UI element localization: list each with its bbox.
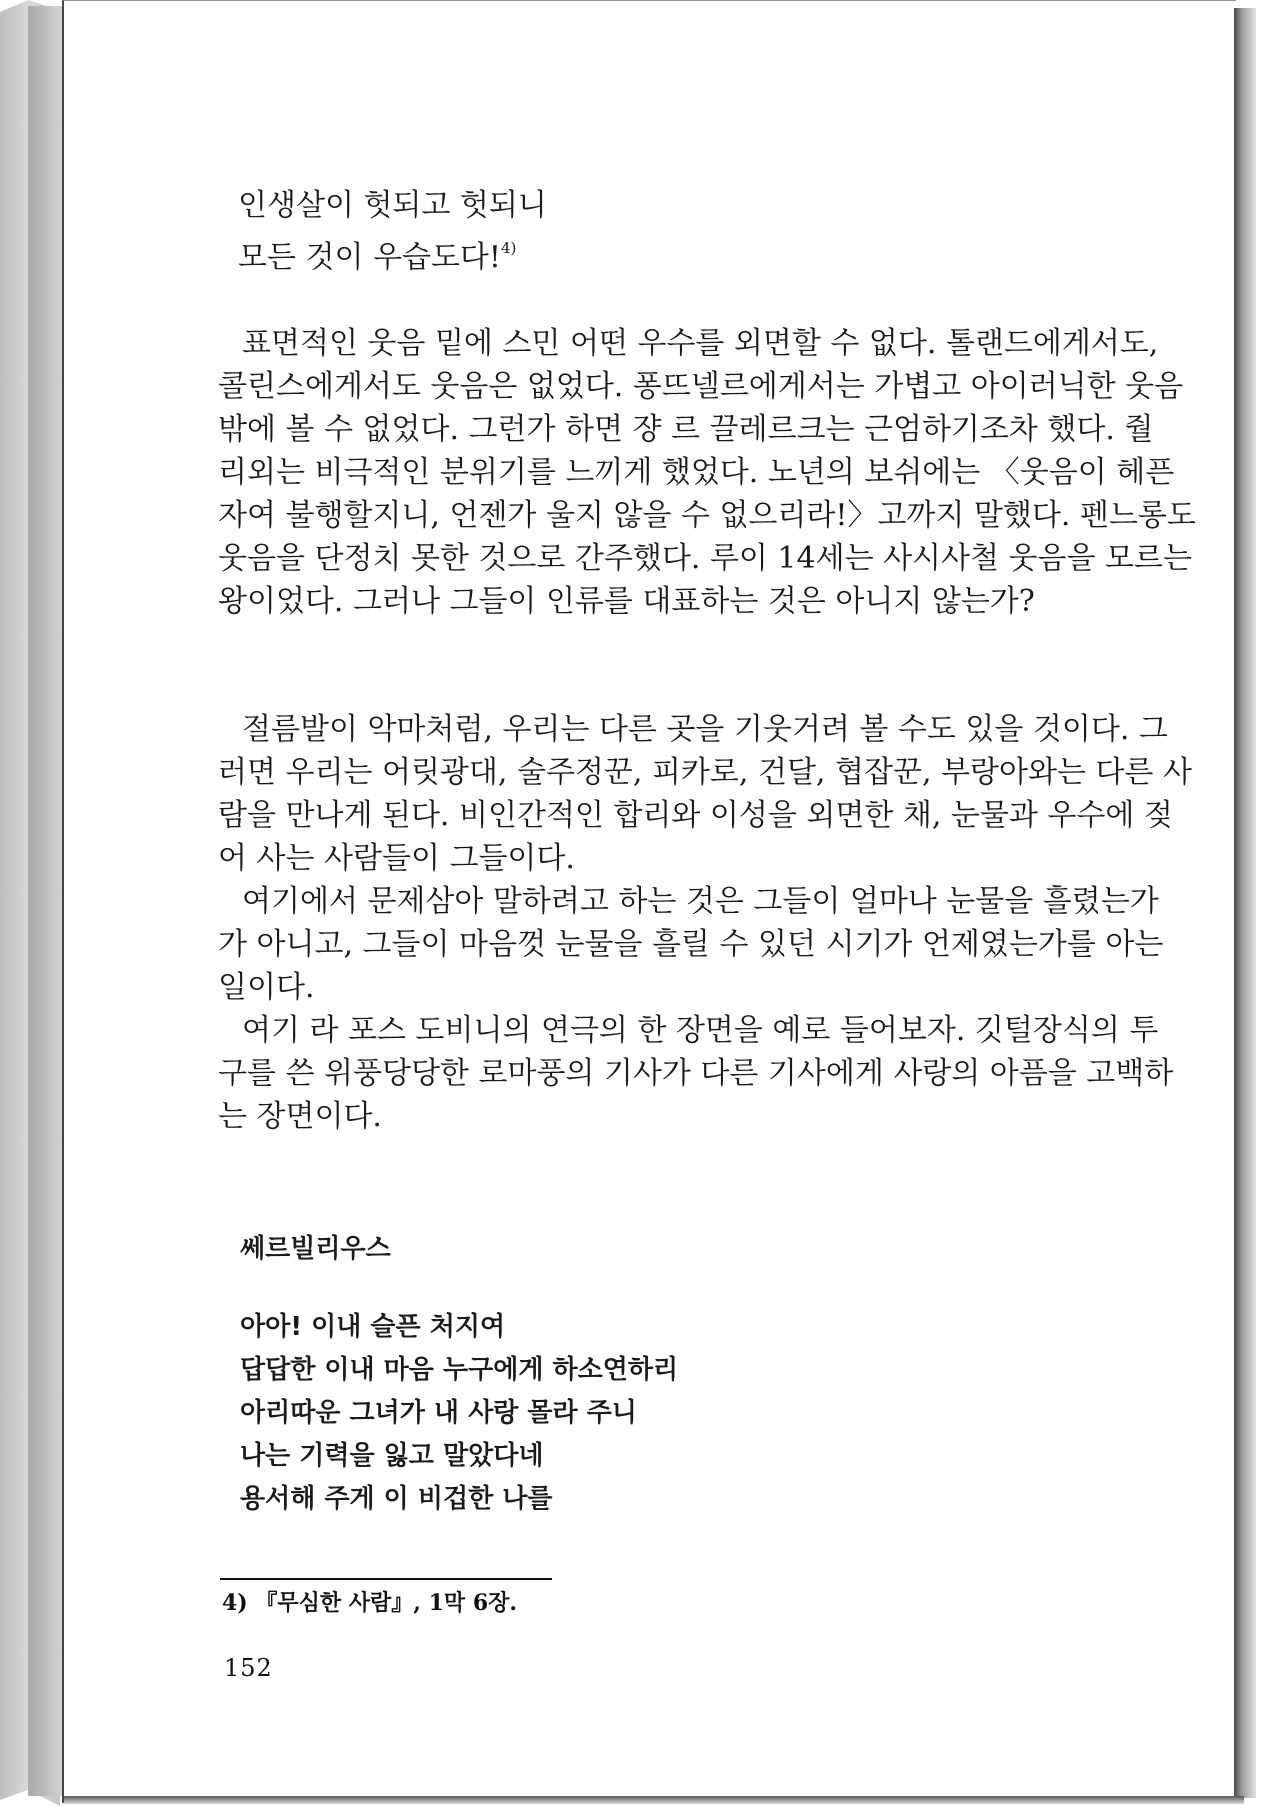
paragraph-line: 여기 라 포스 도비니의 연극의 한 장면을 예로 들어보자. 깃털장식의 투	[242, 1013, 1159, 1048]
poem-top-line: 인생살이 헛되고 헛되니	[238, 188, 547, 223]
paragraph-line: 일이다.	[218, 970, 315, 1005]
paragraph-4	[218, 1009, 1174, 1138]
paragraph-line: 리외는 비극적인 분위기를 느끼게 했었다. 노년의 보쉬에는 〈웃음이 헤픈	[218, 455, 1175, 490]
page-bottom-edge	[64, 1796, 1244, 1804]
paragraph-line: 왕이었다. 그러나 그들이 인류를 대표하는 것은 아니지 않는가?	[218, 584, 1035, 619]
paragraph-line: 자여 불행할지니, 언젠가 울지 않을 수 없으리라!〉고까지 말했다. 펜느롱도	[218, 498, 1196, 533]
paragraph-line: 어 사는 사람들이 그들이다.	[218, 841, 575, 876]
footnote: 4) 『무심한 사람』, 1막 6장.	[222, 1590, 518, 1616]
speaker-name: 쎄르빌리우스	[240, 1234, 391, 1264]
paragraph-line: 구를 쓴 위풍당당한 로마풍의 기사가 다른 기사에게 사랑의 아픔을 고백하	[218, 1056, 1174, 1091]
poem-top-line: 모든 것이 우습도다!$^{4)}$	[238, 239, 517, 275]
paragraph-line: 가 아니고, 그들이 마음껏 눈물을 흘릴 수 있던 시기가 언제였는가를 아는	[218, 927, 1164, 962]
book-edge-shadow	[28, 6, 62, 1796]
paragraph-line: 는 장면이다.	[218, 1099, 382, 1134]
page-right-edge	[1234, 8, 1256, 1798]
paragraph-line: 콜린스에게서도 웃음은 없었다. 퐁뜨넬르에게서는 가볍고 아이러닉한 웃음	[218, 369, 1184, 404]
paragraph-3	[218, 880, 1164, 1009]
paragraph-line: 람을 만나게 된다. 비인간적인 합리와 이성을 외면한 채, 눈물과 우수에 젖	[218, 798, 1173, 833]
paragraph-line: 러면 우리는 어릿광대, 술주정꾼, 피카로, 건달, 협잡꾼, 부랑아와는 다른 사	[218, 755, 1192, 790]
paragraph-1	[218, 322, 1196, 623]
paragraph-line: 표면적인 웃음 밑에 스민 어떤 우수를 외면할 수 없다. 톨랜드에게서도,	[242, 326, 1159, 361]
poem-top	[238, 184, 547, 275]
poem-bottom-line: 나는 기력을 잃고 말았다네	[240, 1441, 544, 1471]
paragraph-line: 절름발이 악마처럼, 우리는 다른 곳을 기웃거려 볼 수도 있을 것이다. 그	[242, 712, 1168, 747]
page-number: 152	[224, 1654, 273, 1682]
paragraph-line: 밖에 볼 수 없었다. 그런가 하면 쟝 르 끌레르크는 근엄하기조차 했다. 줠	[218, 412, 1154, 447]
paragraph-line: 여기에서 문제삼아 말하려고 하는 것은 그들이 얼마나 눈물을 흘렸는가	[242, 884, 1159, 919]
poem-bottom	[240, 1306, 678, 1521]
poem-bottom-line: 아리따운 그녀가 내 사랑 몰라 주니	[240, 1398, 637, 1428]
footnote-rule	[220, 1578, 552, 1580]
poem-bottom-line: 아아! 이내 슬픈 처지여	[240, 1312, 506, 1342]
paragraph-line: 웃음을 단정치 못한 것으로 간주했다. 루이 14세는 사시사철 웃음을 모르는	[218, 541, 1192, 576]
paragraph-2	[218, 708, 1192, 880]
poem-bottom-line: 답답한 이내 마음 누구에게 하소연하리	[240, 1355, 679, 1385]
poem-bottom-line: 용서해 주게 이 비겁한 나를	[240, 1484, 553, 1514]
footnote-marker: 4)	[500, 239, 517, 257]
